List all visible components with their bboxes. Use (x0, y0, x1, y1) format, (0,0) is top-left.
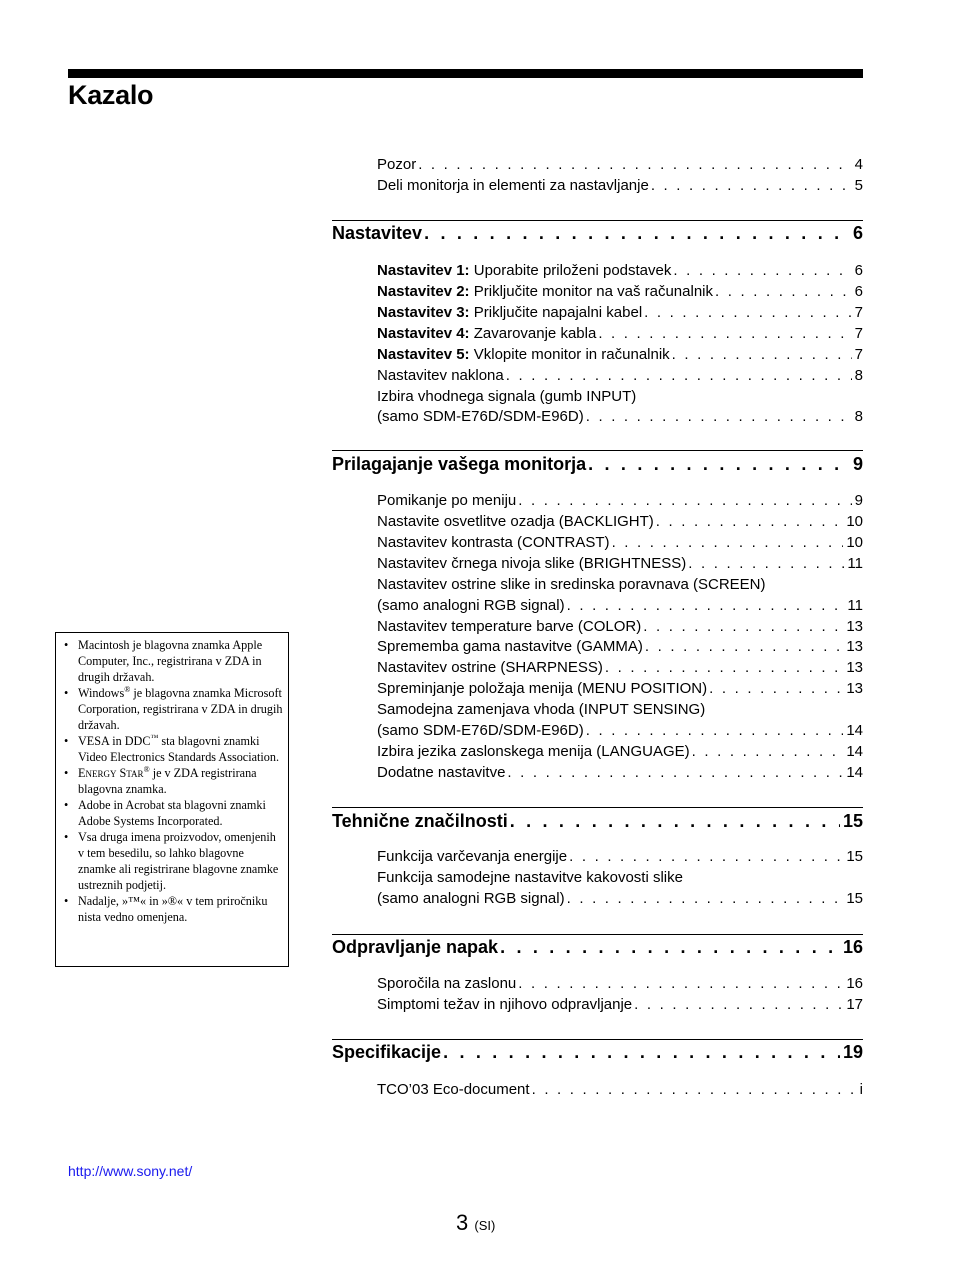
toc-entry-deli-monitorja[interactable]: Deli monitorja in elementi za nastavljanje . . . 5 (377, 175, 863, 196)
trademark-notice-box (55, 632, 289, 967)
toc-entry-simptomi[interactable]: Simptomi težav in njihovo odpravljanje . . . 17 (377, 994, 863, 1015)
toc-entry-izbira-vhodnega[interactable]: (samo SDM-E76D/SDM-E96D) . . . 8 (377, 406, 863, 427)
toc-entry-pozor[interactable]: Pozor . . . 4 (377, 154, 863, 175)
section-divider (332, 807, 863, 808)
toc-entry-pomikanje[interactable]: Pomikanje po meniju . . . 9 (377, 490, 863, 511)
trademark-item: • Nadalje, »™« in »®« v tem priročniku nista vedno omenjena. (64, 894, 268, 924)
trademark-item: • Adobe in Acrobat sta blagovni znamki Adobe Systems Incorporated. (64, 798, 266, 828)
toc-entry-sporocila[interactable]: Sporočila na zaslonu . . . 16 (377, 973, 863, 994)
toc-entry-language[interactable]: Izbira jezika zaslonskega menija (LANGUAGE) . . . 14 (377, 741, 863, 762)
trademark-item: • Windows® je blagovna znamka Microsoft Corporation, registrirana v ZDA in drugih državah. (64, 684, 283, 732)
page-number: 3 (SI) (456, 1210, 496, 1235)
toc-entry-nastavitev-2[interactable]: Nastavitev 2: Priključite monitor na vaš računalnik . . . 6 (377, 281, 863, 302)
toc-entry-nastavitev-1[interactable]: Nastavitev 1: Uporabite priloženi podstavek . . . 6 (377, 260, 863, 281)
toc-entry-screen[interactable]: (samo analogni RGB signal) . . . 11 (377, 595, 863, 616)
toc-section-nastavitev[interactable]: Nastavitev . . . 6 (332, 221, 863, 245)
sony-website-link[interactable]: http://www.sony.net/ (68, 1163, 193, 1179)
toc-entry-backlight[interactable]: Nastavite osvetlitve ozadja (BACKLIGHT) . . . 10 (377, 511, 863, 532)
toc-entry-samodejne-line1[interactable]: Funkcija samodejne nastavitve kakovosti slike (377, 869, 683, 886)
page-title: Kazalo (68, 80, 154, 110)
toc-entry-sharpness[interactable]: Nastavitev ostrine (SHARPNESS) . . . 13 (377, 657, 863, 678)
toc-entry-varcevanje[interactable]: Funkcija varčevanja energije . . . 15 (377, 846, 863, 867)
toc-entry-nastavitev-naklona[interactable]: Nastavitev naklona . . . 8 (377, 365, 863, 386)
toc-entry-screen-line1[interactable]: Nastavitev ostrine slike in sredinska poravnava (SCREEN) (377, 576, 766, 593)
toc-entry-samodejne[interactable]: (samo analogni RGB signal) . . . 15 (377, 888, 863, 909)
toc-section-specifikacije[interactable]: Specifikacije . . . 19 (332, 1040, 863, 1064)
trademark-item: • Vsa druga imena proizvodov, omenjenih v tem besedilu, so lahko blagovne znamke ali registrirane blagovne znamke ustreznih podjetij. (64, 830, 279, 892)
toc-entry-contrast[interactable]: Nastavitev kontrasta (CONTRAST) . . . 10 (377, 532, 863, 553)
trademark-item: • Energy Star® je v ZDA registrirana blagovna znamka. (64, 764, 257, 796)
trademark-item: • Macintosh je blagovna znamka Apple Computer, Inc., registrirana v ZDA in drugih državah. (64, 638, 263, 684)
toc-entry-nastavitev-3[interactable]: Nastavitev 3: Priključite napajalni kabel . . . 7 (377, 302, 863, 323)
toc-entry-gamma[interactable]: Sprememba gama nastavitve (GAMMA) . . . 13 (377, 636, 863, 657)
toc-entry-nastavitev-5[interactable]: Nastavitev 5: Vklopite monitor in računalnik . . . 7 (377, 344, 863, 365)
toc-entry-menu-position[interactable]: Spreminjanje položaja menija (MENU POSITION) . . . 13 (377, 678, 863, 699)
toc-entry-nastavitev-4[interactable]: Nastavitev 4: Zavarovanje kabla . . . 7 (377, 323, 863, 344)
toc-entry-dodatne[interactable]: Dodatne nastavitve . . . 14 (377, 762, 863, 783)
toc-entry-izbira-vhodnega-line1[interactable]: Izbira vhodnega signala (gumb INPUT) (377, 388, 637, 405)
toc-section-prilagajanje[interactable]: Prilagajanje vašega monitorja . . . 9 (332, 452, 863, 476)
toc-entry-tco[interactable]: TCO’03 Eco-document . . . i (377, 1079, 863, 1100)
toc-section-tehnicne[interactable]: Tehnične značilnosti . . . 15 (332, 809, 863, 833)
title-rule (68, 69, 863, 78)
section-divider (332, 450, 863, 451)
toc-section-odpravljanje[interactable]: Odpravljanje napak . . . 16 (332, 935, 863, 959)
trademark-item: • VESA in DDC™ sta blagovni znamki Video Electronics Standards Association. (64, 732, 279, 764)
toc-entry-color[interactable]: Nastavitev temperature barve (COLOR) . . . 13 (377, 616, 863, 637)
toc-entry-brightness[interactable]: Nastavitev črnega nivoja slike (BRIGHTNESS) . . . 11 (377, 553, 863, 574)
toc-entry-input-sensing[interactable]: (samo SDM-E76D/SDM-E96D) . . . 14 (377, 720, 863, 741)
toc-entry-input-sensing-line1[interactable]: Samodejna zamenjava vhoda (INPUT SENSING) (377, 701, 706, 718)
